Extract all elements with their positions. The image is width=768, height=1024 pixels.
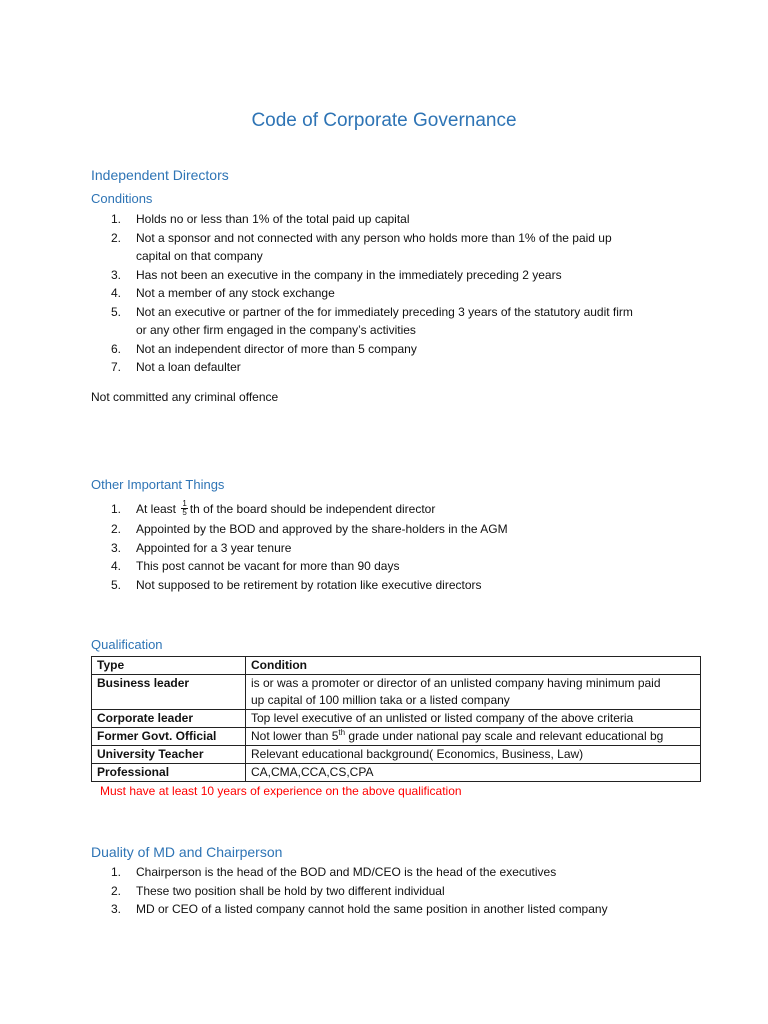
document-title: Code of Corporate Governance xyxy=(251,110,517,131)
list-item: 6. Not an independent director of more than 5 company xyxy=(111,341,417,356)
list-item: 4. This post cannot be vacant for more than 90 days xyxy=(111,559,400,573)
table-cell-type: Former Govt. Official xyxy=(92,728,246,746)
list-item: 2. Appointed by the BOD and approved by the share-holders in the AGM xyxy=(111,522,508,536)
list-item: 3. MD or CEO of a listed company cannot hold the same position in another listed company xyxy=(111,902,608,916)
qualification-note: Must have at least 10 years of experience on the above qualification xyxy=(100,784,462,798)
list-item: 7. Not a loan defaulter xyxy=(111,360,241,374)
table-cell-condition: Not lower than 5th grade under national pay scale and relevant educational bg xyxy=(246,728,701,746)
table-row xyxy=(92,746,701,764)
table-cell-type: University Teacher xyxy=(92,746,246,764)
duality-heading: Duality of MD and Chairperson xyxy=(91,844,283,860)
list-item: 4. Not a member of any stock exchange xyxy=(111,286,335,300)
table-cell-condition: Relevant educational background( Economics, Business, Law) xyxy=(246,746,701,764)
list-item: 2. These two position shall be hold by two different individual xyxy=(111,883,445,898)
table-row xyxy=(92,710,701,728)
criminal-offence-line: Not committed any criminal offence xyxy=(91,390,279,404)
fraction: $\frac{1}{5}$ xyxy=(182,499,187,518)
qualification-heading: Qualification xyxy=(91,637,163,652)
conditions-heading: Conditions xyxy=(91,191,153,206)
table-row xyxy=(92,675,701,710)
table-cell-condition: CA,CMA,CCA,CS,CPA xyxy=(246,764,701,782)
list-item: 1. Holds no or less than 1% of the total paid up capital xyxy=(111,212,410,226)
table-cell-condition: Top level executive of an unlisted or listed company of the above criteria xyxy=(246,710,701,728)
table-header-condition: Condition xyxy=(246,657,701,675)
table-row xyxy=(92,728,701,746)
independent-directors-heading: Independent Directors xyxy=(91,167,229,183)
list-item: 3. Has not been an executive in the company in the immediately preceding 2 years xyxy=(111,267,562,282)
table-cell-type: Corporate leader xyxy=(92,710,246,728)
conditions-list xyxy=(91,210,711,377)
other-important-heading: Other Important Things xyxy=(91,477,225,492)
table-header-row xyxy=(92,657,701,675)
list-item: 1. At least $\frac{1}{5}$ th of the board should be independent director xyxy=(111,499,436,518)
table-cell-type: Business leader xyxy=(92,675,246,710)
qualification-table xyxy=(91,656,701,782)
list-item: 5. Not an executive or partner of the for immediately preceding 3 years of the statutory audit firm or any other firm engaged in the company’s activities xyxy=(111,304,633,337)
table-header-type: Type xyxy=(92,657,246,675)
list-item: 3. Appointed for a 3 year tenure xyxy=(111,540,292,555)
table-row xyxy=(92,764,701,782)
list-item: 1. Chairperson is the head of the BOD and MD/CEO is the head of the executives xyxy=(111,865,557,879)
table-cell-condition: is or was a promoter or director of an unlisted company having minimum paid up capital of 100 million taka or a listed company xyxy=(246,675,701,710)
table-cell-type: Professional xyxy=(92,764,246,782)
duality-list xyxy=(91,863,711,919)
list-item: 5. Not supposed to be retirement by rotation like executive directors xyxy=(111,577,482,592)
other-important-list xyxy=(91,498,711,594)
list-item: 2. Not a sponsor and not connected with any person who holds more than 1% of the paid up capital on that company xyxy=(111,230,612,263)
